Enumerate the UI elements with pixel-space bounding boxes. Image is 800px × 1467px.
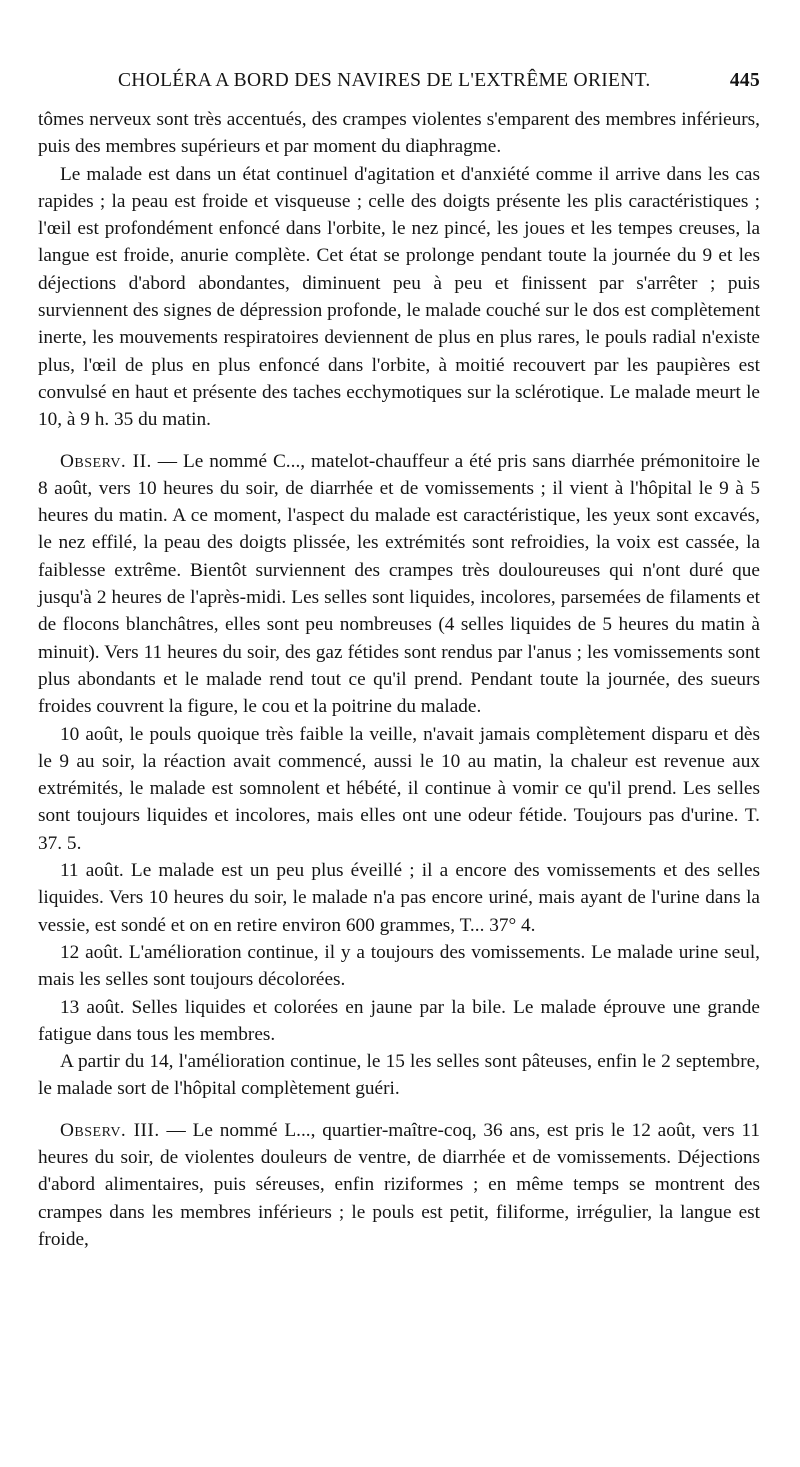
observation-2-intro: — Le nommé C..., matelot-chauffeur a été pris sans diarrhée prémonitoire le 8 août, vers 10 heures du soir, de diarrhée et de vomissements ; il vient à l'hôpital le 9 à 5 heures du matin. A ce moment, l'aspect du malade est caractéristique, les yeux sont excavés, le nez effilé, la peau des doigts plissée, les extrémités sont refroidies, la voix est cassée, la faiblesse extrême. Bientôt surviennent des crampes très douloureuses qui n'ont duré que jusqu'à 2 heures de l'après-midi. Les selles sont liquides, incolores, parsemées de filaments et de flocons blanchâtres, elles sont peu nombreuses (4 selles liquides de 5 heures du matin à minuit). Vers 11 heures du soir, des gaz fétides sont rendus par l'anus ; les vomissements sont plus abondants et le malade rend tout ce qu'il prend. Pendant toute la journée, des sueurs froides couvrent la figure, le cou et la poitrine du malade.	[38, 450, 760, 718]
observation-2-entry-11-aout: 11 août. Le malade est un peu plus éveillé ; il a encore des vomissements et des selles liquides. Vers 10 heures du soir, le malade n'a pas encore uriné, mais ayant de l'urine dans la vessie, est sondé et on en retire environ 600 grammes, T... 37° 4.	[38, 860, 760, 936]
running-title: CHOLÉRA A BORD DES NAVIRES DE L'EXTRÊME ORIENT.	[118, 70, 651, 91]
page-number: 445	[729, 70, 760, 91]
paragraph-continuation: tômes nerveux sont très accentués, des crampes violentes s'emparent des membres inférieurs, puis des membres supérieurs et par moment du diaphragme.	[38, 109, 760, 158]
observation-2	[38, 448, 760, 721]
observation-3-label: Observ. III.	[60, 1119, 160, 1141]
paragraph-agitation: Le malade est dans un état continuel d'agitation et d'anxiété comme il arrive dans les cas rapides ; la peau est froide et visqueuse ; celle des doigts présente les plis caractéristiques ; l'œil est profondément enfoncé dans l'orbite, le nez pincé, les joues et les tempes creuses, la langue est froide, anurie complète. Cet état se prolonge pendant toute la journée du 9 et les déjections d'abord abondantes, diminuent peu à peu et finissent par s'arrêter ; puis surviennent des signes de dépression profonde, le malade couché sur le dos est complètement inerte, les mouvements respiratoires deviennent de plus en plus rares, le pouls radial n'existe plus, l'œil de plus en plus enfoncé dans l'orbite, à moitié recouvert par les paupières est convulsé en haut et présente des taches ecchymotiques sur la sclérotique. Le malade meurt le 10, à 9 h. 35 du matin.	[38, 163, 760, 431]
observation-2-entry-13-aout: 13 août. Selles liquides et colorées en jaune par la bile. Le malade éprouve une grande fatigue dans tous les membres.	[38, 996, 760, 1045]
running-header	[38, 70, 760, 106]
observation-3-intro: — Le nommé L..., quartier-maître-coq, 36 ans, est pris le 12 août, vers 11 heures du soir, de violentes douleurs de ventre, de diarrhée et de vomissements. Déjections d'abord alimentaires, puis séreuses, enfin riziformes ; en même temps se montrent des crampes dans les membres inférieurs ; le pouls est petit, filiforme, irrégulier, la langue est froide,	[38, 1119, 760, 1250]
observation-2-label: Observ. II.	[60, 450, 152, 472]
observation-2-entry-14-aout: A partir du 14, l'amélioration continue, le 15 les selles sont pâteuses, enfin le 2 septembre, le malade sort de l'hôpital complètement guéri.	[38, 1051, 760, 1100]
observation-3	[38, 1117, 760, 1253]
body-text	[38, 106, 760, 1253]
observation-2-entry-10-aout: 10 août, le pouls quoique très faible la veille, n'avait jamais complètement disparu et dès le 9 au soir, la réaction avait commencé, aussi le 10 au matin, la chaleur est revenue aux extrémités, le malade est somnolent et hébété, il continue à vomir ce qu'il prend. Les selles sont toujours liquides et incolores, mais elles ont une odeur fétide. Toujours pas d'urine. T. 37. 5.	[38, 723, 760, 854]
observation-2-entry-12-aout: 12 août. L'amélioration continue, il y a toujours des vomissements. Le malade urine seul, mais les selles sont toujours décolorées.	[38, 941, 760, 991]
